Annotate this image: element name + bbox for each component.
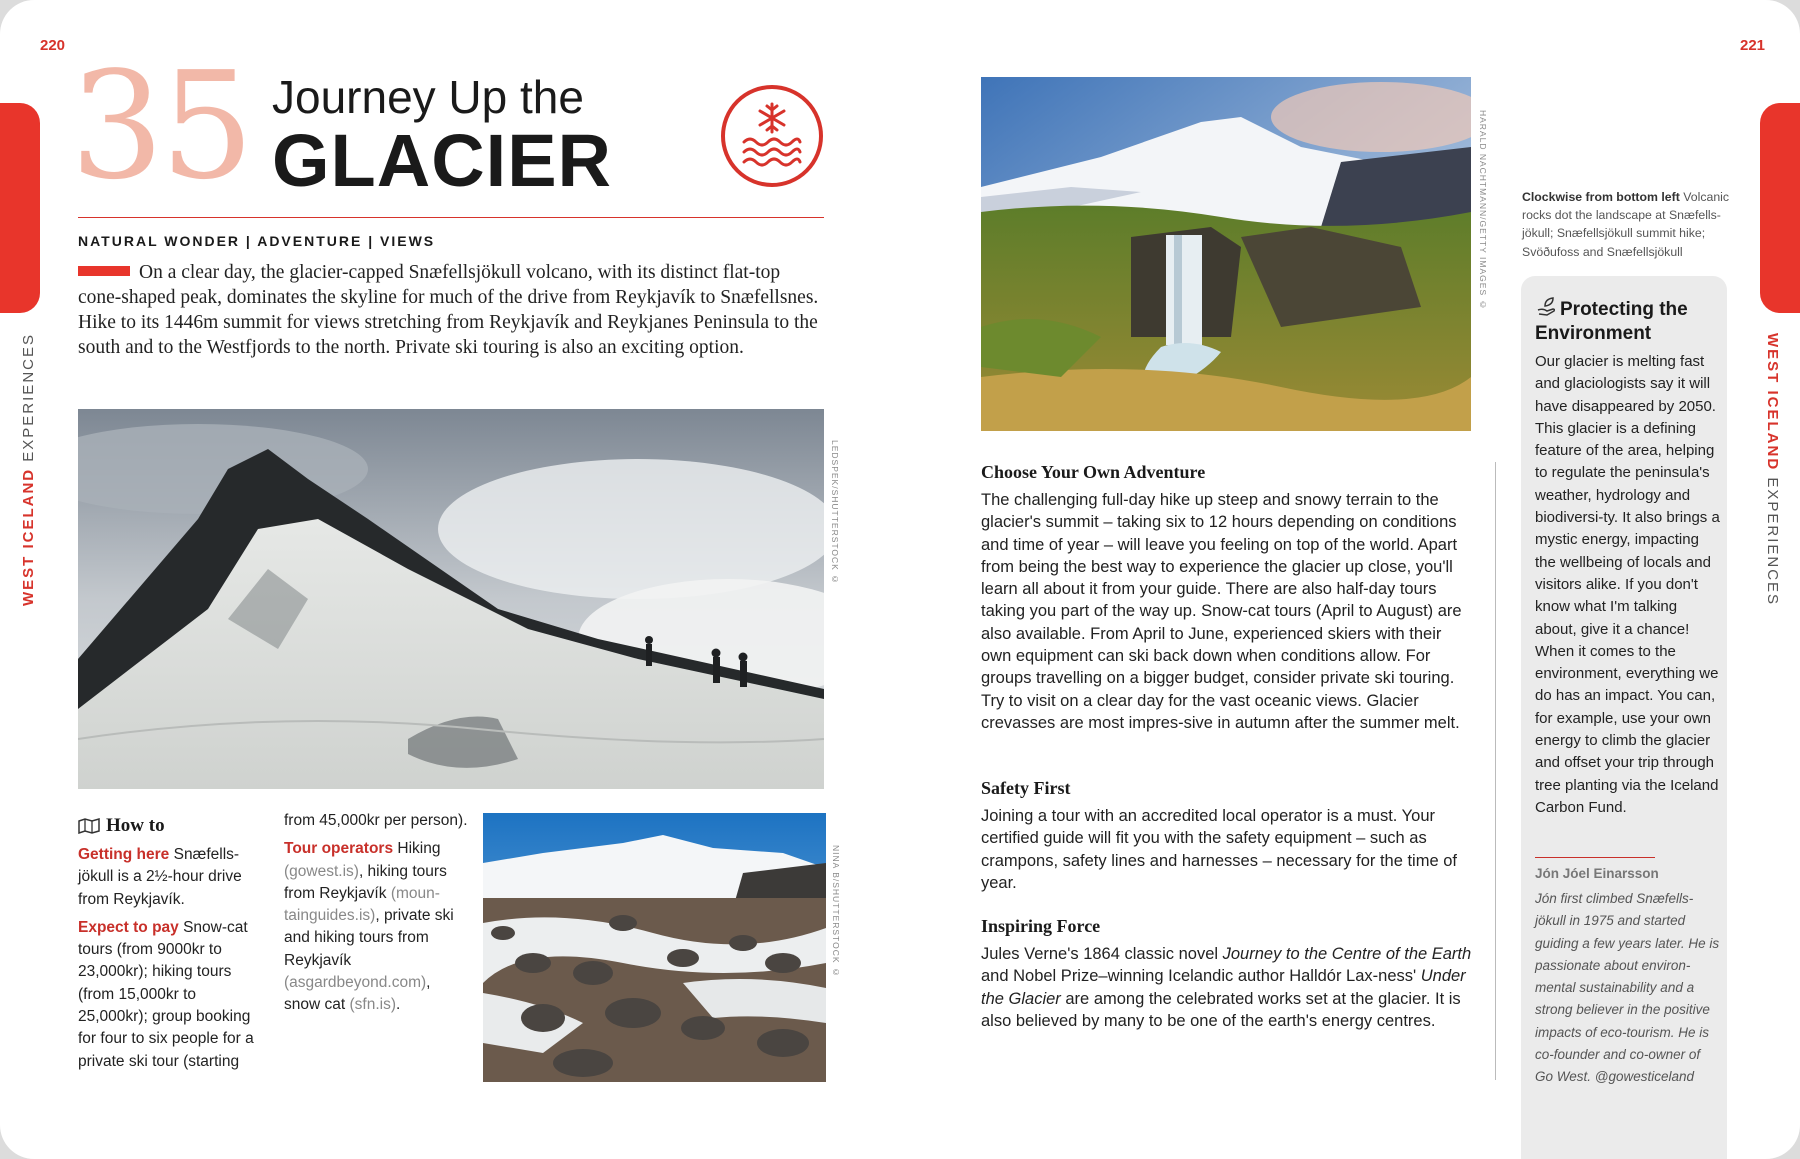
- page-number-left: 220: [40, 37, 66, 54]
- section-text-adventure: The challenging full-day hike up steep and snowy terrain to the glacier's summit – taking six to 12 hours depending on conditions and time of year – will leave you feeling on top of the world. Apart from being the best way to experience the glacier up close, you'll learn all about it from your guide. There are also half-day tours taking you part of the way up. Snow-cat tours (April to August) are also available. From April to June, experienced skiers with their own equipment can ski back down when conditions allow. For groups travelling on a bigger budget, consider private ski touring. Try to visit on a clear day for the vast oceanic views. Glacier crevasses are most impres-sive in autumn after the summer melt.: [981, 491, 1462, 732]
- waterfall-photo: [981, 77, 1471, 431]
- expect-to-pay: Expect to pay Snow-cat tours (from 9000kr to 23,000kr); hiking tours (from 15,000kr to 25,000kr); group booking for four to six people for a private ski tour (starting: [78, 918, 254, 1070]
- category-tags: NATURAL WONDER | ADVENTURE | VIEWS: [78, 233, 436, 249]
- photo-caption: Clockwise from bottom left Volcanic rocks dot the landscape at Snæfells-jökull; Snæfellsjökull summit hike; Svöðufoss and Snæfellsjökull: [1522, 190, 1730, 259]
- sidebar-author: Jón Jóel Einarsson: [1535, 866, 1659, 881]
- experience-number: 35: [70, 40, 251, 212]
- link-gowest[interactable]: (gowest.is): [284, 862, 359, 880]
- section-heading-inspiring: Inspiring Force: [981, 916, 1101, 936]
- intro-marker: [78, 266, 130, 276]
- sidebar-title: Protecting the Environment: [1535, 296, 1725, 346]
- section-adventure: [981, 462, 1473, 734]
- how-to-column-2: [284, 810, 469, 1023]
- section-heading-adventure: Choose Your Own Adventure: [981, 462, 1206, 482]
- side-label-right: WEST ICELAND EXPERIENCES: [1764, 333, 1781, 607]
- how-to-column-1: [78, 844, 263, 1079]
- section-inspiring: [981, 916, 1473, 1032]
- title-line-1: Journey Up the: [272, 71, 584, 123]
- intro-paragraph: On a clear day, the glacier-capped Snæfellsjökull volcano, with its distinct flat-top cone-shaped peak, dominates the skyline for much of the drive from Reykjavík to Snæfellsnes. Hike to its 1446m summit for views stretching from Reykjavík and Reykjanes Peninsula to the south and to the Westfjords to the north. Private ski touring is also an exciting option.: [78, 262, 819, 358]
- volcanic-rocks-photo: [483, 813, 826, 1082]
- title-rule: [78, 217, 824, 218]
- summit-hike-photo: [78, 409, 824, 789]
- hand-leaf-icon: [1535, 296, 1557, 318]
- link-sfn[interactable]: (sfn.is): [349, 996, 396, 1014]
- section-tab-left: [0, 103, 40, 313]
- map-icon: [78, 818, 100, 834]
- column-divider: [1495, 462, 1496, 1080]
- side-label-left: WEST ICELAND EXPERIENCES: [20, 333, 37, 607]
- photo-credit-waterfall: HARALD NACHTMANN/GETTY IMAGES ©: [1478, 110, 1488, 311]
- title-line-2: GLACIER: [272, 119, 612, 202]
- section-text-safety: Joining a tour with an accredited local operator is a must. Your certified guide will fit you with the safety equipment – such as crampons, safety lines and harnesses – necessary for the time of year.: [981, 807, 1457, 892]
- section-text-inspiring: Jules Verne's 1864 classic novel Journey to the Centre of the Earth and Nobel Prize–winning Icelandic author Halldór Lax-ness' Under the Glacier are among the celebrated works set at the glacier. It is also believed by many to be one of the earth's energy centres.: [981, 945, 1472, 1030]
- link-mountainguides[interactable]: (moun-tainguides.is): [284, 884, 440, 925]
- section-safety: [981, 778, 1473, 894]
- section-heading-safety: Safety First: [981, 778, 1071, 798]
- expect-to-pay-cont: from 45,000kr per person).: [284, 812, 468, 829]
- page-number-right: 221: [1740, 37, 1766, 54]
- how-to-heading: How to: [78, 815, 165, 837]
- getting-here: Getting here Snæfells-jökull is a 2½-hour drive from Reykjavík.: [78, 846, 242, 908]
- link-asgardbeyond[interactable]: (asgardbeyond.com): [284, 974, 427, 992]
- snowflake-waves-icon: [720, 84, 824, 188]
- sidebar-rule: [1535, 857, 1655, 858]
- tour-operators: Tour operators Hiking (gowest.is), hiking tours from Reykjavík (moun-tainguides.is), private ski and hiking tours from Reykjavík (asgardbeyond.com), snow cat (sfn.is).: [284, 840, 454, 1014]
- photo-credit-summit: LEDSPEK/SHUTTERSTOCK ©: [830, 440, 840, 586]
- photo-credit-rocks: NINA B/SHUTTERSTOCK ©: [831, 845, 841, 978]
- sidebar-bio: Jón first climbed Snæfells-jökull in 1975 and started guiding a few years later. He is passionate about environ-mental sustainability and a strong believer in the positive impacts of eco-tourism. He is co-founder and co-owner of Go West. @gowesticeland: [1535, 891, 1720, 1085]
- section-tab-right: [1760, 103, 1800, 313]
- sidebar-text: Our glacier is melting fast and glaciologists say it will have disappeared by 2050. This glacier is a defining feature of the area, helping to regulate the peninsula's weather, hydrology and biodiversi-ty. It also brings a mystic energy, impacting the wellbeing of locals and visitors alike. If you don't know what I'm talking about, give it a chance! When it comes to the environment, everything we do has an impact. You can, for example, use your own energy to climb the glacier and offset your trip through tree planting via the Iceland Carbon Fund.: [1535, 353, 1720, 816]
